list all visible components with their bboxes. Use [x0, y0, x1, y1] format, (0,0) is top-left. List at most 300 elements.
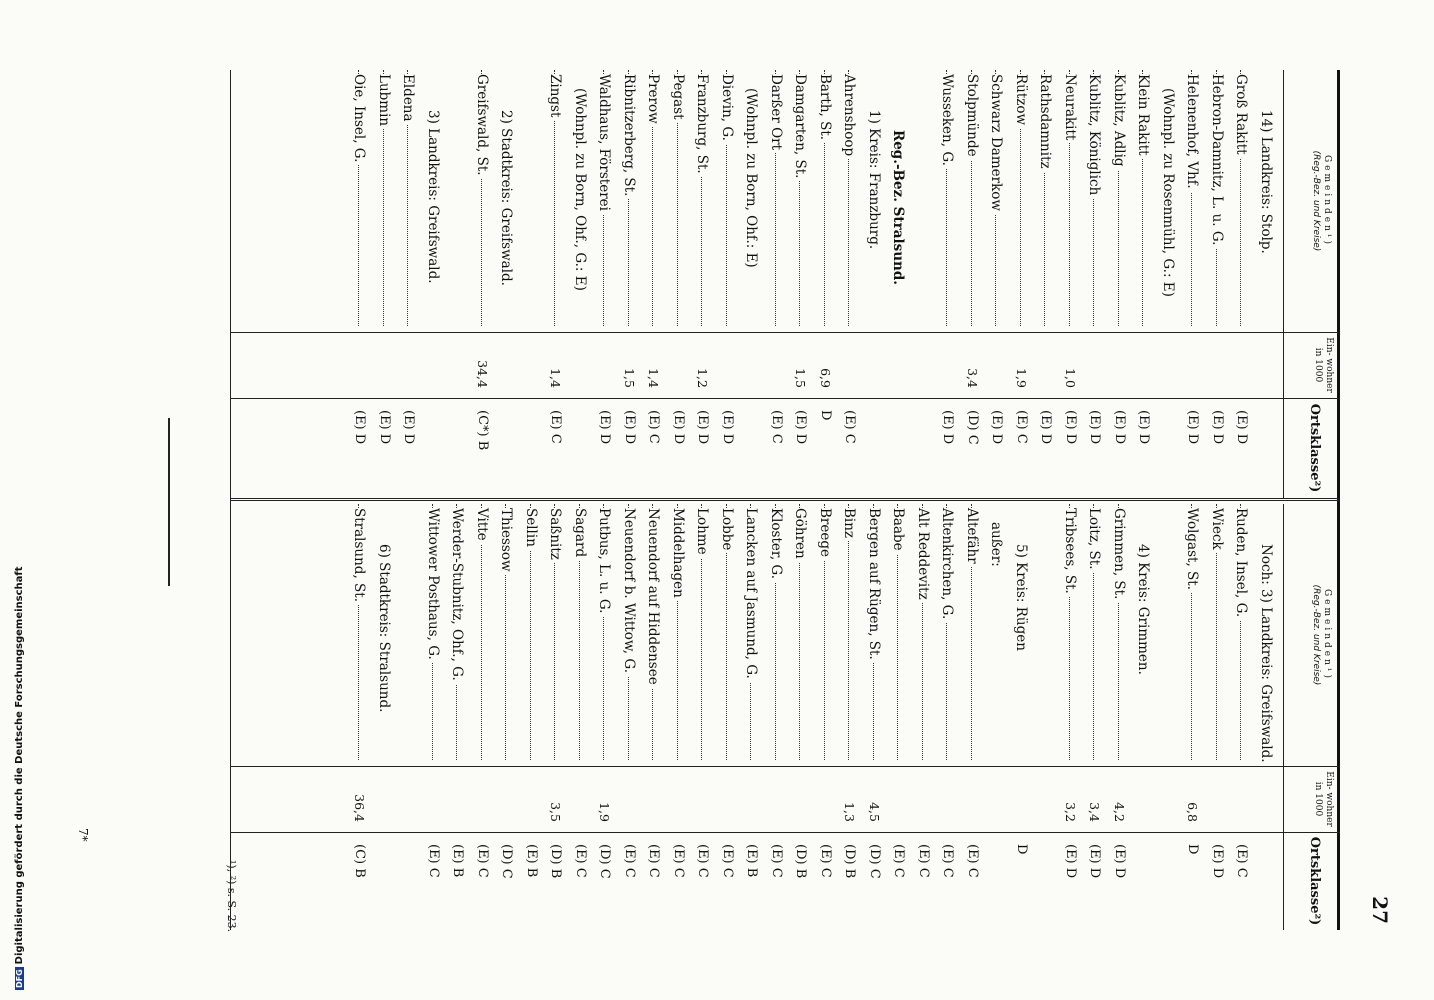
ortsklasse-value: [445, 398, 470, 498]
right-name-header: [1283, 504, 1340, 766]
municipality-name: Putbus, L. u. G.: [592, 508, 617, 616]
einwohner-value: [935, 766, 960, 832]
table-row: [788, 504, 813, 766]
municipality-name: Rathsdamnitz: [1033, 74, 1058, 172]
gemeinden-subheader: (Reg.-Bez. und Kreise): [1311, 584, 1321, 686]
einwohner-value: [813, 766, 838, 832]
municipality-name: Wittower Posthaus, G.: [421, 508, 446, 663]
ortsklasse-value: [739, 398, 764, 498]
table-row: [543, 70, 568, 332]
table-row: [837, 70, 862, 332]
municipality-name: 2) Stadtkreis: Greifswald.: [494, 110, 519, 289]
table-row: [641, 70, 666, 332]
einwohner-value: [372, 332, 397, 398]
ortsklasse-value: (E) C: [695, 844, 711, 878]
ortsklasse-value: (E) C: [769, 410, 784, 444]
table-row: [519, 504, 544, 766]
einwohner-value: 34,4: [475, 360, 490, 388]
ortsklasse-value: (E) C: [573, 844, 588, 878]
table-row: [372, 70, 397, 332]
einwohner-value: [1131, 766, 1156, 832]
table-row: [1254, 504, 1279, 766]
right-ortsklasse-header: [1283, 832, 1340, 930]
municipality-name: (Wohnpl. zu Born, Ohf.: E): [739, 88, 764, 271]
table-row: [813, 504, 838, 766]
table-row: [1058, 504, 1083, 766]
ortsklasse-value: (E) D: [597, 410, 613, 445]
einwohner-value: [470, 766, 495, 832]
municipality-name: Kublitz, Königlich: [1082, 74, 1107, 198]
municipality-name: Ruden, Insel, G.: [1229, 508, 1254, 620]
municipality-name: Eldena: [396, 74, 421, 125]
ortsklasse-value: (E) D: [1087, 844, 1103, 879]
municipality-name: Zingst: [543, 74, 568, 120]
einwohner-value: 1,2: [695, 368, 711, 388]
municipality-name: Tribsees, St.: [1058, 508, 1083, 597]
einwohner-value: [739, 766, 764, 832]
ortsklasse-value: (E) D: [377, 410, 392, 445]
right-ortsklasse-values: [347, 832, 1278, 930]
municipality-name: Wusseken, G.: [935, 74, 960, 169]
ortsklasse-value: (E) C: [769, 844, 784, 878]
einwohner-value: [396, 766, 421, 832]
table-row: [421, 504, 446, 766]
left-rows: [347, 70, 1278, 332]
einwohner-value: 1,0: [1063, 368, 1078, 388]
municipality-name: Middelhagen: [666, 508, 691, 601]
table-row: [739, 70, 764, 332]
einwohner-value: [421, 766, 446, 832]
ortsklasse-value: (E) D: [671, 410, 686, 445]
ortsklasse-value: (D) C: [597, 844, 613, 879]
einwohner-value: [592, 332, 617, 398]
ortsklasse-value: (E) C: [818, 844, 833, 878]
ortsklasse-value: [1156, 832, 1181, 930]
municipality-name: 14) Landkreis: Stolp.: [1254, 110, 1279, 257]
municipality-name: Vitte: [470, 508, 495, 544]
municipality-name: Klein Rakitt: [1131, 74, 1156, 159]
ortsklasse-value: (D) B: [548, 844, 564, 879]
ortsklasse-value: (E) C: [891, 844, 907, 878]
ortsklasse-value: (E) D: [989, 410, 1005, 445]
ortsklasse-value: (C) B: [352, 844, 368, 878]
ortsklasse-value: (E) D: [940, 410, 956, 445]
ortsklasse-value: (D) C: [867, 844, 882, 879]
einwohner-value: [519, 332, 544, 398]
ortsklasse-value: (E) C: [842, 410, 858, 444]
municipality-name: Hebron-Damnitz, L. u. G.: [1205, 74, 1230, 248]
ortsklasse-value: (E) C: [940, 844, 956, 878]
einwohner-value: [984, 332, 1009, 398]
table-row: [347, 70, 372, 332]
right-ortsklasse-column: [230, 832, 1340, 930]
municipality-name: Altenkirchen, G.: [935, 508, 960, 622]
ortsklasse-value: (E) C: [671, 844, 686, 878]
municipality-name: Wolgast, St.: [1180, 508, 1205, 593]
table-row: [935, 504, 960, 766]
table-row: [1082, 504, 1107, 766]
table-row: [592, 70, 617, 332]
einwohner-value: [1033, 766, 1058, 832]
left-name-header: [1283, 70, 1340, 332]
table-row: [494, 504, 519, 766]
table-row: [641, 504, 666, 766]
einwohner-value: 3,2: [1063, 802, 1078, 822]
ortsklasse-value: (E) B: [744, 844, 760, 878]
table-row: [911, 504, 936, 766]
einwohner-value: 1,3: [842, 802, 858, 822]
ortsklasse-value: (E) D: [1063, 410, 1078, 445]
table-row: [984, 504, 1009, 766]
signature-mark: 7*: [76, 828, 90, 842]
table-row: [886, 504, 911, 766]
einwohner-header: Ein- wohner in 1000: [1313, 771, 1334, 827]
table-row: [764, 504, 789, 766]
einwohner-value: [1009, 766, 1034, 832]
table-row: [690, 70, 715, 332]
municipality-name: Barth, St.: [813, 74, 838, 143]
municipality-name: Noch: 3) Landkreis: Greifswald.: [1254, 544, 1279, 766]
ortsklasse-value: D: [1185, 844, 1201, 855]
municipality-name: Binz: [837, 508, 862, 541]
table-row: [543, 504, 568, 766]
table-row: [666, 70, 691, 332]
table-row: [1229, 504, 1254, 766]
municipality-name: Kublitz, Adlig: [1107, 74, 1132, 170]
einwohner-value: [739, 332, 764, 398]
einwohner-value: [666, 766, 691, 832]
municipality-name: Groß Rakitt: [1229, 74, 1254, 158]
table-row: [568, 70, 593, 332]
left-einwohner-header: [1283, 332, 1340, 398]
ortsklasse-value: (E) D: [1185, 410, 1201, 445]
table-row: [1205, 504, 1230, 766]
einwohner-value: 1,9: [597, 802, 613, 822]
municipality-name: Lancken auf Jasmund, G.: [739, 508, 764, 682]
einwohner-value: [372, 766, 397, 832]
ortsklasse-value: (D) B: [842, 844, 858, 879]
table-row: [862, 70, 887, 332]
einwohner-value: [1131, 332, 1156, 398]
einwohner-value: 1,4: [646, 368, 662, 388]
digitization-credit-text: Digitalisierung gefördert durch die Deutsche Forschungsgemeinschaft: [14, 566, 25, 965]
ortsklasse-header: Ortsklasse²): [1307, 403, 1322, 493]
right-name-column: [230, 504, 1340, 766]
table-row: [1033, 70, 1058, 332]
table-row: [494, 70, 519, 332]
municipality-name: Damgarten, St.: [788, 74, 813, 181]
ortsklasse-value: [984, 832, 1009, 930]
einwohner-value: [886, 332, 911, 398]
municipality-name: Schwarz Damerkow: [984, 74, 1009, 214]
ortsklasse-value: [396, 832, 421, 930]
municipality-name: Breege: [813, 508, 838, 560]
einwohner-value: 3,5: [548, 802, 564, 822]
ortsklasse-header: Ortsklasse²): [1307, 836, 1322, 926]
table-row: [1205, 70, 1230, 332]
table-row: [1180, 504, 1205, 766]
municipality-name: Lohme: [690, 508, 715, 558]
table-row: [617, 504, 642, 766]
table-row: [960, 70, 985, 332]
municipality-name: 6) Stadtkreis: Stralsund.: [372, 544, 397, 715]
einwohner-value: [1107, 332, 1132, 398]
left-ortsklasse-column: [230, 398, 1340, 498]
ortsklasse-value: [519, 398, 544, 498]
ortsklasse-value: [1254, 832, 1279, 930]
municipality-name: Neurakitt: [1058, 74, 1083, 143]
center-double-divider: [230, 498, 1340, 501]
einwohner-value: [1156, 332, 1181, 398]
einwohner-value: [494, 766, 519, 832]
einwohner-value: 1,9: [1014, 368, 1029, 388]
dfg-logo: DFG: [15, 969, 24, 988]
ortsklasse-value: (C*) B: [475, 410, 490, 451]
table-row: [568, 504, 593, 766]
municipality-name: Pegast: [666, 74, 691, 123]
einwohner-value: [445, 332, 470, 398]
ortsklasse-value: (D) C: [965, 410, 980, 445]
einwohner-value: [837, 332, 862, 398]
table-row: [984, 70, 1009, 332]
municipality-name: Grimmen, St.: [1107, 508, 1132, 602]
table-row: [1254, 70, 1279, 332]
einwohner-value: [764, 766, 789, 832]
left-ortsklasse-header: [1283, 398, 1340, 498]
ortsklasse-value: [911, 398, 936, 498]
left-ortsklasse-values: [347, 398, 1278, 498]
einwohner-value: [764, 332, 789, 398]
municipality-name: Ribnitzerberg, St.: [617, 74, 642, 199]
table-row: [1009, 70, 1034, 332]
municipality-name: Alt Reddevitz: [911, 508, 936, 603]
ortsklasse-value: (E) C: [916, 844, 931, 878]
einwohner-value: 6,9: [818, 368, 833, 388]
table-row: [445, 70, 470, 332]
municipality-name: Franzburg, St.: [690, 74, 715, 177]
table-row: [1131, 70, 1156, 332]
table-row: [960, 504, 985, 766]
einwohner-value: [1229, 332, 1254, 398]
municipality-name: Neuendorf auf Hiddensee: [641, 508, 666, 688]
einwohner-value: 4,5: [867, 802, 882, 822]
table-row: [592, 504, 617, 766]
einwohner-value: 1,5: [622, 368, 637, 388]
municipality-name: Stralsund, St.: [347, 508, 372, 605]
ortsklasse-value: [568, 398, 593, 498]
municipality-name: (Wohnpl. zu Rosenmühl, G.: E): [1156, 88, 1181, 300]
ortsklasse-value: (E) D: [1038, 410, 1054, 445]
ortsklasse-value: (E) C: [475, 844, 490, 878]
table-row: [886, 70, 911, 332]
table-row: [813, 70, 838, 332]
municipality-name: Waldhaus, Försterei: [592, 74, 617, 214]
ortsklasse-value: (E) D: [401, 410, 417, 445]
einwohner-value: [617, 766, 642, 832]
ortsklasse-value: [1156, 398, 1181, 498]
table-row: [764, 70, 789, 332]
table-row: [739, 504, 764, 766]
table-row: [396, 504, 421, 766]
municipality-name: Helenenhof, Vhf.: [1180, 74, 1205, 192]
einwohner-value: [347, 332, 372, 398]
table-row: [1082, 70, 1107, 332]
page-number: 27: [1368, 896, 1392, 924]
table-row: [837, 504, 862, 766]
ortsklasse-value: (E) C: [622, 844, 637, 878]
municipality-name: Kloster, G.: [764, 508, 789, 582]
table-row: [470, 504, 495, 766]
einwohner-value: 36,4: [352, 794, 368, 822]
right-einwohner-column: [230, 766, 1340, 832]
municipality-name: Göhren: [788, 508, 813, 562]
table-row: [1107, 70, 1132, 332]
ortsklasse-value: (E) D: [622, 410, 637, 445]
einwohner-value: [1156, 766, 1181, 832]
ortsklasse-value: (E) C: [965, 844, 980, 878]
ortsklasse-value: [421, 398, 446, 498]
einwohner-value: [1205, 332, 1230, 398]
ortsklasse-value: [862, 398, 887, 498]
separator-rule: [168, 418, 170, 586]
table-row: [911, 70, 936, 332]
ortsklasse-value: (E) C: [720, 844, 735, 878]
ortsklasse-value: (E) D: [352, 410, 368, 445]
einwohner-value: [690, 766, 715, 832]
municipality-name: Lubmin: [372, 74, 397, 129]
ortsklasse-value: (E) D: [720, 410, 735, 445]
ortsklasse-value: [1254, 398, 1279, 498]
einwohner-value: [1254, 332, 1279, 398]
ortsklasse-value: (E) B: [524, 844, 539, 878]
municipality-name: Neuendorf b. Wittow, G.: [617, 508, 642, 676]
municipality-name: Saßnitz: [543, 508, 568, 563]
municipality-name: Werder-Stubnitz, Ohf., G.: [445, 508, 470, 684]
ortsklasse-value: (E) D: [695, 410, 711, 445]
table-row: [421, 70, 446, 332]
right-einwohner-header: [1283, 766, 1340, 832]
table-row: [1180, 70, 1205, 332]
municipality-name: Altefähr: [960, 508, 985, 567]
einwohner-value: [421, 332, 446, 398]
table-row: [1156, 70, 1181, 332]
ortsklasse-value: (D) C: [499, 844, 515, 879]
einwohner-value: [568, 766, 593, 832]
table-row: [715, 504, 740, 766]
ortsklasse-value: (E) D: [1063, 844, 1078, 879]
municipality-name: Darßer Ort: [764, 74, 789, 153]
municipality-name: 3) Landkreis: Greifswald.: [421, 110, 446, 287]
municipality-table: [230, 70, 1340, 930]
ortsklasse-value: [1033, 832, 1058, 930]
einwohner-value: [1254, 766, 1279, 832]
municipality-name: Lobbe: [715, 508, 740, 553]
municipality-name: Stolpmünde: [960, 74, 985, 160]
ortsklasse-value: [886, 398, 911, 498]
footnote-reference: ¹), ²) s. S. 23.: [225, 860, 238, 933]
einwohner-value: [715, 332, 740, 398]
table-row: [1009, 504, 1034, 766]
einwohner-header: Ein- wohner in 1000: [1313, 337, 1334, 393]
ortsklasse-value: (E) C: [1014, 410, 1029, 444]
einwohner-value: 1,4: [548, 368, 564, 388]
einwohner-value: [1229, 766, 1254, 832]
left-name-column: [230, 70, 1340, 332]
municipality-name: Bergen auf Rügen, St.: [862, 508, 887, 663]
gemeinden-header: Gemeinden¹): [1322, 154, 1332, 248]
leader-dots: [849, 504, 850, 760]
gemeinden-subheader: (Reg.-Bez. und Kreise): [1311, 150, 1321, 252]
ortsklasse-value: (E) D: [1210, 844, 1225, 879]
ortsklasse-value: (E) C: [1234, 844, 1250, 878]
einwohner-value: [641, 766, 666, 832]
ortsklasse-value: (E) D: [1136, 410, 1152, 445]
einwohner-value: [445, 766, 470, 832]
einwohner-value: [519, 766, 544, 832]
table-row: [788, 70, 813, 332]
municipality-name: Thiessow: [494, 508, 519, 575]
einwohner-value: [984, 766, 1009, 832]
einwohner-value: [911, 332, 936, 398]
einwohner-value: [935, 332, 960, 398]
ortsklasse-value: (E) D: [1234, 410, 1250, 445]
ortsklasse-value: (E) C: [646, 844, 662, 878]
einwohner-value: 4,2: [1112, 802, 1127, 822]
ortsklasse-value: (E) D: [1210, 410, 1225, 445]
ortsklasse-value: D: [818, 410, 833, 421]
table-row: [1156, 504, 1181, 766]
municipality-name: Oie, Insel, G.: [347, 74, 372, 165]
municipality-name: 5) Kreis: Rügen: [1009, 544, 1034, 654]
table-row: [1033, 504, 1058, 766]
table-row: [1107, 504, 1132, 766]
einwohner-value: [666, 332, 691, 398]
ortsklasse-value: (E) C: [646, 410, 662, 444]
table-row: [862, 504, 887, 766]
ortsklasse-value: (E) C: [426, 844, 441, 878]
municipality-name: Rützow: [1009, 74, 1034, 128]
einwohner-value: 6,8: [1185, 802, 1201, 822]
municipality-name: (Wohnpl. zu Born, Ohf., G.: E): [568, 88, 593, 294]
table-row: [690, 504, 715, 766]
table-row: [617, 70, 642, 332]
table-row: [935, 70, 960, 332]
municipality-name: Sellin: [519, 508, 544, 550]
ortsklasse-value: (D) B: [793, 844, 809, 879]
municipality-name: 4) Kreis: Grimmen.: [1131, 544, 1156, 678]
table-row: [1229, 70, 1254, 332]
table-row: [372, 504, 397, 766]
einwohner-value: [396, 332, 421, 398]
ortsklasse-value: (E) B: [450, 844, 466, 878]
right-einwohner-values: [347, 766, 1278, 832]
ortsklasse-value: (E) D: [1087, 410, 1103, 445]
table-row: [715, 70, 740, 332]
table-row: [396, 70, 421, 332]
municipality-name: Baabe: [886, 508, 911, 554]
einwohner-value: [494, 332, 519, 398]
municipality-name: Ahrenshoop: [837, 74, 862, 159]
ortsklasse-value: (E) D: [1112, 410, 1127, 445]
municipality-name: Dievin, G.: [715, 74, 740, 144]
digitization-credit: [14, 566, 25, 990]
left-einwohner-values: [347, 332, 1278, 398]
einwohner-value: 1,5: [793, 368, 809, 388]
einwohner-value: [911, 766, 936, 832]
einwohner-value: [715, 766, 740, 832]
table-row: [519, 70, 544, 332]
einwohner-value: [568, 332, 593, 398]
